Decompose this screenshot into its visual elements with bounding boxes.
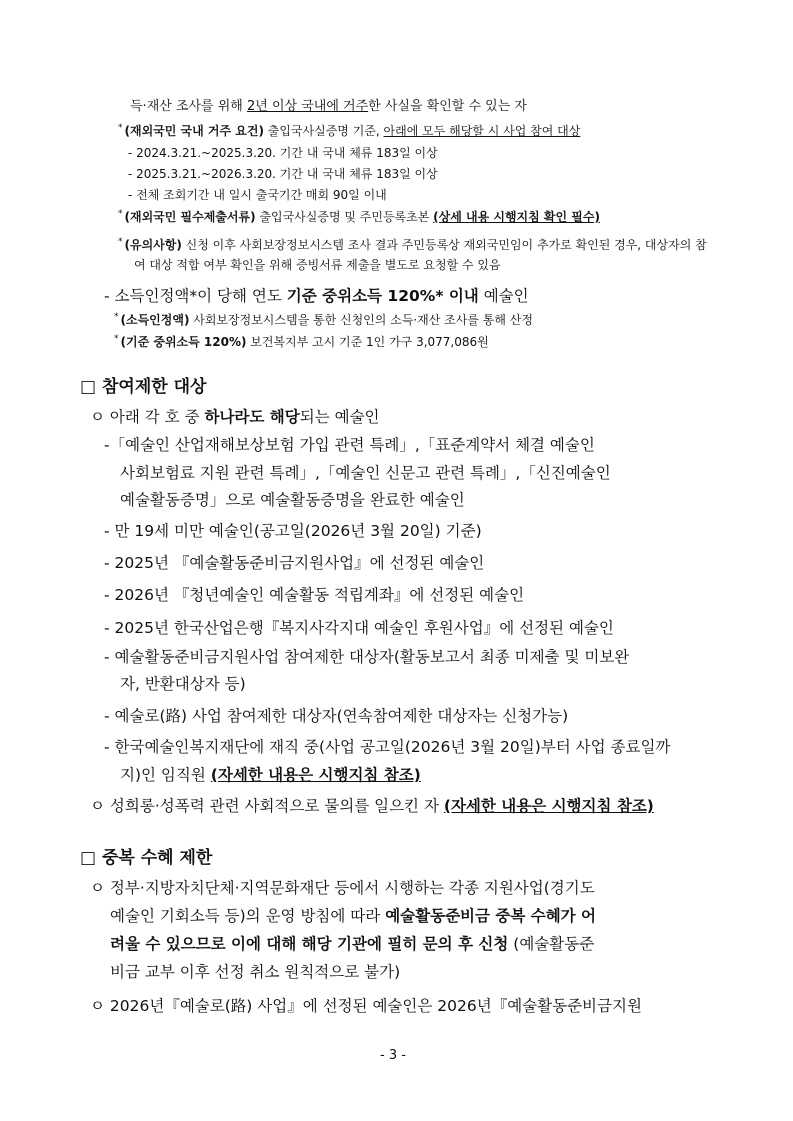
list-item: ㅇ 아래 각 호 중 하나라도 해당되는 예술인 [90,408,380,426]
text-line: 비금 교부 이후 선정 취소 원칙적으로 불가) [110,963,401,981]
text-line: - 한국예술인복지재단에 재직 중(사업 공고일(2026년 3월 20일)부터 사업 종료일까 [104,738,671,756]
page-number: - 3 - [380,1048,406,1063]
text-line: 려울 수 있으므로 이에 대해 해당 기관에 필히 문의 후 신청 (예술활동준 [110,935,595,953]
note-caution: * (유의사항) 신청 이후 사회보장정보시스템 조사 결과 주민등록상 재외국민임이 추가로 확인된 경우, 대상자의 참 [118,237,707,252]
text-line: 예술인 기회소득 등)의 운영 방침에 따라 예술활동준비금 중복 수혜가 어 [110,907,597,925]
section-heading: □ 참여제한 대상 [80,377,207,397]
note-income: * (소득인정액) 사회보장정보시스템을 통한 신청인의 소득·재산 조사를 통해 산정 [114,312,533,327]
text-line: 사회보험료 지원 관련 특례」,「예술인 신문고 관련 특례」,「신진예술인 [120,464,611,482]
income-criterion: - 소득인정액*이 당해 연도 기준 중위소득 120%* 이내 예술인 [104,287,529,305]
text-line: 예술활동증명」으로 예술활동증명을 완료한 예술인 [120,491,465,509]
text-line: - 만 19세 미만 예술인(공고일(2026년 3월 20일) 기준) [104,522,482,540]
text-line: - 2024.3.21.~2025.3.20. 기간 내 국내 체류 183일 이상 [128,146,438,160]
text-line: - 예술로(路) 사업 참여제한 대상자(연속참여제한 대상자는 신청가능) [104,707,569,725]
text-line: - 2026년 『청년예술인 예술활동 적립계좌』에 선정된 예술인 [104,586,525,604]
text-line: - 전체 조회기간 내 일시 출국기간 매회 90일 이내 [128,188,387,202]
note-median-income: * (기준 중위소득 120%) 보건복지부 고시 기준 1인 가구 3,077,086원 [114,334,489,349]
list-item: ㅇ 성희롱·성폭력 관련 사회적으로 물의를 일으킨 자 (자세한 내용은 시행지침 참조) [90,797,654,815]
section-heading: □ 중복 수혜 제한 [80,848,213,868]
text-line: - 예술활동준비금지원사업 참여제한 대상자(활동보고서 최종 미제출 및 미보완 [104,648,630,666]
text-line: 여 대상 적합 여부 확인을 위해 증빙서류 제출을 별도로 요청할 수 있음 [134,258,501,272]
text-line: - 2025년 『예술활동준비금지원사업』에 선정된 예술인 [104,554,485,572]
text-line: 득·재산 조사를 위해 2년 이상 국내에 거주한 사실을 확인할 수 있는 자 [130,99,527,114]
note-residence: * (재외국민 국내 거주 요건) 출입국사실증명 기준, 아래에 모두 해당할 시 사업 참여 대상 [118,123,581,138]
text-line: 자, 반환대상자 등) [120,675,246,693]
note-required-docs: * (재외국민 필수제출서류) 출입국사실증명 및 주민등록초본 (상세 내용 시행지침 확인 필수) [118,209,600,224]
text-line: -「예술인 산업재해보상보험 가입 관련 특례」,「표준계약서 체결 예술인 [104,436,595,454]
text-line: - 2025.3.21.~2026.3.20. 기간 내 국내 체류 183일 이상 [128,167,438,181]
text-line: 지)인 임직원 (자세한 내용은 시행지침 참조) [120,766,421,784]
list-item: ㅇ 2026년『예술로(路) 사업』에 선정된 예술인은 2026년『예술활동준비금지원 [90,997,642,1015]
text-line: - 2025년 한국산업은행『복지사각지대 예술인 후원사업』에 선정된 예술인 [104,619,614,637]
list-item: ㅇ 정부·지방자치단체·지역문화재단 등에서 시행하는 각종 지원사업(경기도 [90,879,595,897]
